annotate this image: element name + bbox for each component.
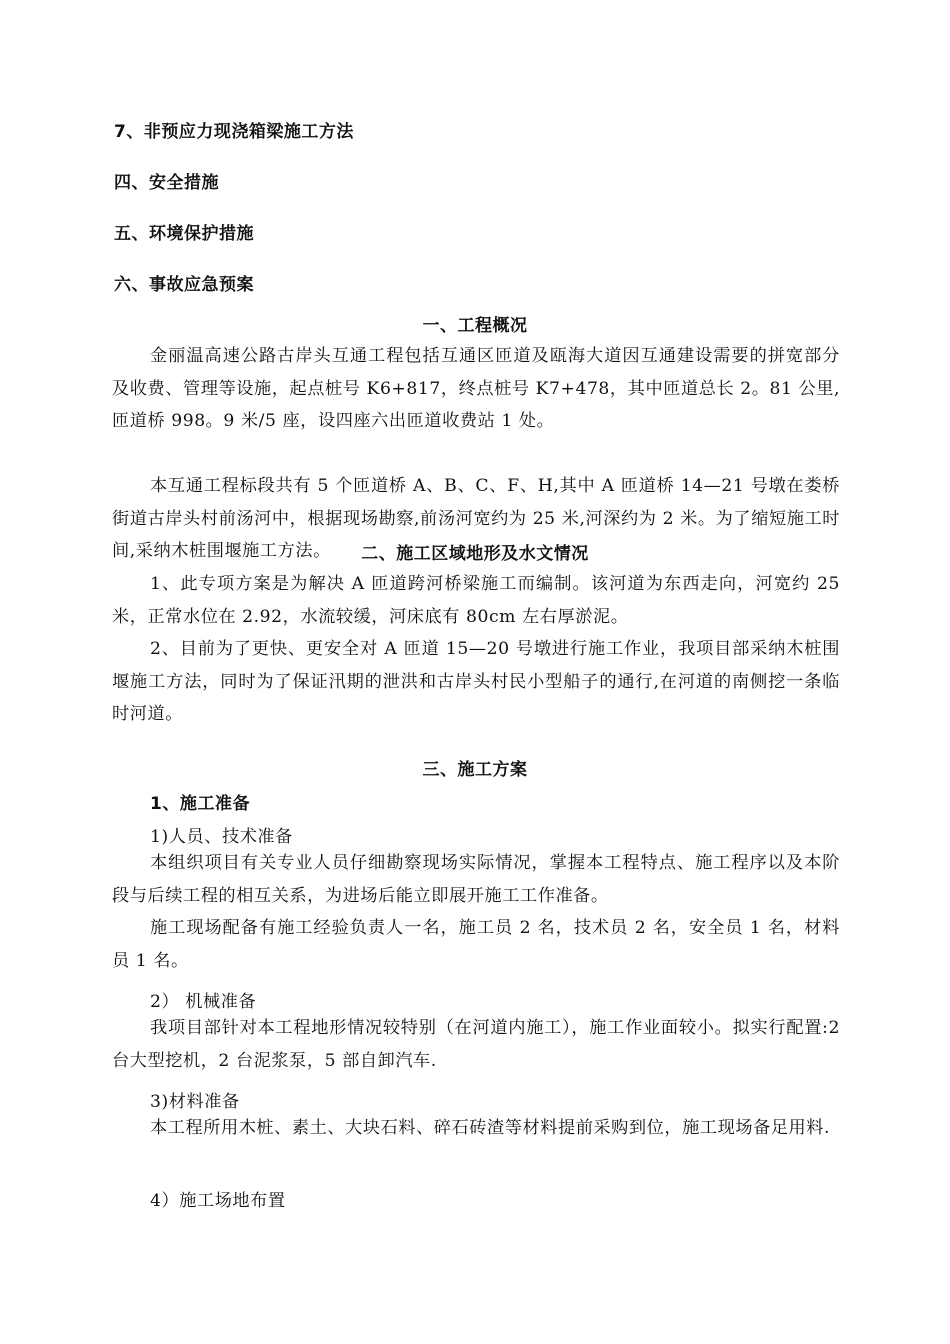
toc-line: 四、安全措施 (114, 173, 219, 193)
body-paragraph: 本互通工程标段共有 5 个匝道桥 A、B、C、F、H,其中 A 匝道桥 14—21 号墩在娄桥街道古岸头村前汤河中，根据现场勘察,前汤河宽约为 25 米,河深约为 2 米。为了缩短施工时间,采纳木桩围堰施工方法。 (112, 476, 840, 561)
item-title: 1)人员、技术准备 (150, 827, 293, 847)
toc-line: 7、非预应力现浇箱梁施工方法 (114, 122, 354, 142)
body-paragraph: 施工现场配备有施工经验负责人一名，施工员 2 名，技术员 2 名，安全员 1 名，材料员 1 名。 (112, 918, 840, 971)
section-heading: 三、施工方案 (422, 760, 528, 780)
section-heading: 二、施工区域地形及水文情况 (361, 544, 589, 564)
body-paragraph: 本组织项目有关专业人员仔细勘察现场实际情况，掌握本工程特点、施工程序以及本阶段与后续工程的相互关系，为进场后能立即展开施工工作准备。 (112, 853, 840, 906)
subsection-title: 1、施工准备 (150, 794, 251, 814)
body-paragraph: 我项目部针对本工程地形情况较特别（在河道内施工），施工作业面较小。拟实行配置:2 台大型挖机，2 台泥浆泵，5 部自卸汽车. (112, 1018, 840, 1071)
body-paragraph: 金丽温高速公路古岸头互通工程包括互通区匝道及瓯海大道因互通建设需要的拼宽部分及收费、管理等设施，起点桩号 K6+817，终点桩号 K7+478，其中匝道总长 2。81 公里,匝道桥 998。9 米/5 座，设四座六出匝道收费站 1 处。 (112, 346, 840, 431)
toc-line: 五、环境保护措施 (114, 224, 254, 244)
body-paragraph: 2、目前为了更快、更安全对 A 匝道 15—20 号墩进行施工作业，我项目部采纳木桩围堰施工方法，同时为了保证汛期的泄洪和古岸头村民小型船子的通行,在河道的南侧挖一条临时河道。 (112, 639, 840, 724)
body-paragraph: 本工程所用木桩、素土、大块石料、碎石砖渣等材料提前采购到位，施工现场备足用料. (150, 1118, 831, 1138)
item-title: 4）施工场地布置 (150, 1191, 286, 1211)
item-title: 3)材料准备 (150, 1092, 240, 1112)
item-title: 2） 机械准备 (150, 992, 257, 1012)
body-paragraph: 1、此专项方案是为解决 A 匝道跨河桥梁施工而编制。该河道为东西走向，河宽约 25 米，正常水位在 2.92，水流较缓，河床底有 80cm 左右厚淤泥。 (112, 574, 840, 627)
toc-line: 六、事故应急预案 (114, 275, 254, 295)
section-heading: 一、工程概况 (422, 316, 528, 336)
